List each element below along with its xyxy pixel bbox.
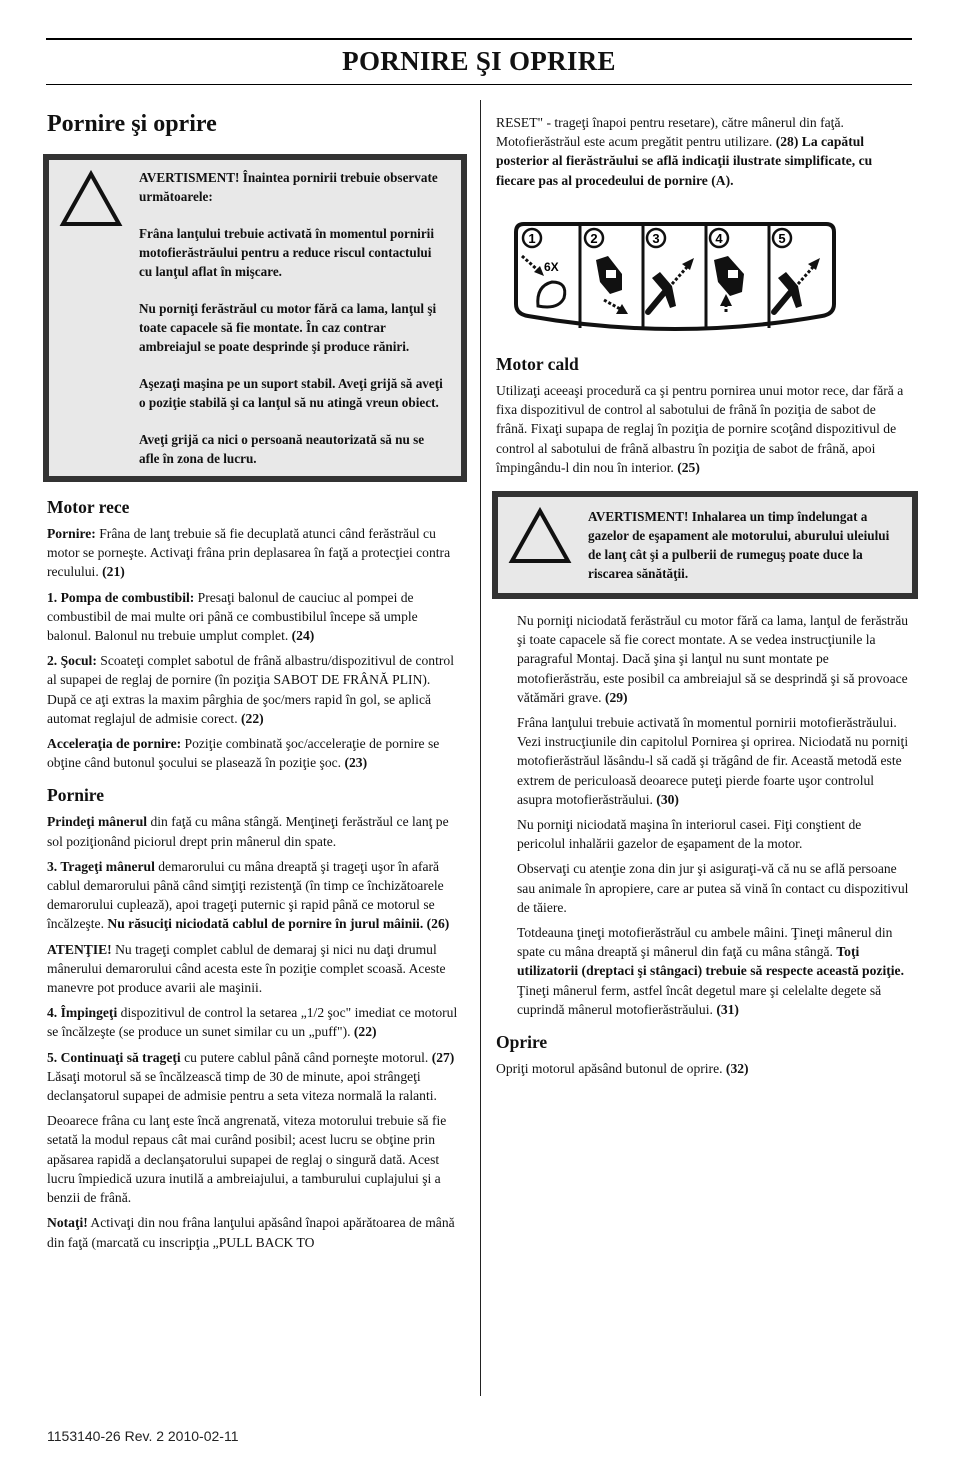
heading-motor-rece: Motor rece [47,497,130,517]
paragraph: 1. Pompa de combustibil: Presaţi balonul de cauciuc al pompei de combustibil de mai multe ori până ce combustibilul începe să umple balonul. Balonul nu trebuie umplut complet. (24) [47,589,418,644]
warning-text: AVERTISMENT! Inhalarea un timp îndelungat a gazelor de eşapament ale motorului, aburului uleiului de lanţ cât şi a pulberii de rumeguş poate duce la riscarea sănătăţii. [588,509,890,582]
svg-text:4: 4 [715,230,723,246]
warning-box [492,491,918,599]
svg-text:1: 1 [528,230,536,246]
paragraph: Opriţi motorul apăsând butonul de oprire. (32) [496,1061,749,1077]
warning-triangle-icon [59,170,123,228]
warning-box [43,154,467,482]
paragraph: 2. Şocul: Scoateţi complet sabotul de frână albastru/dispozitivul de control al supapei de reglaj de pornire (în poziţia SABOT DE FRÂNĂ PLIN). După ce aţi extras la maxim pârghia de şoc/mers rapid în gol, se aplică automat reglajul de admisie corect. (22) [47,653,454,726]
paragraph: Prindeţi mânerul din faţă cu mâna stângă. Menţineţi ferăstrăul ce lanţ pe sol poziţionând piciorul drept prin mânerul din spate. [47,814,449,849]
warning-paragraph: Frâna lanţului trebuie activată în momentul pornirii motofierăstrăului pentru a reduce riscul contactului cu lanţul aflat în mişcare. [139,226,435,279]
warning-text [139,168,443,468]
heading-motor-cald: Motor cald [496,354,579,375]
paragraph: Utilizaţi aceeaşi procedură ca şi pentru pornirea unui motor rece, dar fără a fixa dispozitivul de control al sabotului de frână în poziţia de sabot de frână. Fixaţi supapa de reglaj în poziţia de pornire scoţând dispozitivul de control al sabotului de frână albastru în poziţia de sabot de frână, apoi împingându-l din nou în interior. (25) [496,383,904,475]
warning-paragraph: AVERTISMENT! Înaintea pornirii trebuie observate următoarele: [139,170,438,204]
column-divider [480,100,481,1396]
page-header [46,38,912,85]
paragraph: RESET" - trageţi înapoi pentru resetare), către mânerul din faţă. Motofierăstrăul este acum pregătit pentru utilizare. (28) La capătul posterior al fierăstrăului se află indicaţii ilustrate simplificate, cu fiecare pas al procedeului de pornire (A). [496,115,873,188]
page-title: PORNIRE ŞI OPRIRE [342,46,616,76]
warning-paragraph: Aşezaţi maşina pe un suport stabil. Aveţi grijă să aveţi o poziţie stabilă şi ca lanţul să nu atingă vreun obiect. [139,376,443,410]
starting-procedure-diagram [510,216,840,332]
heading-pornire: Pornire [47,785,105,806]
safety-section [496,611,910,1019]
paragraph: 4. Împingeţi dispozitivul de control la setarea „1/2 şoc" imediat ce motorul se încălzeşte (se produce un sunet similar cu un „puff"). (22) [47,1005,458,1040]
document-number: 1153140-26 Rev. 2 2010-02-11 [47,1428,239,1444]
paragraph: Frâna lanţului trebuie activată în momentul pornirii motofierăstrăului. Vezi instrucţiunile din capitolul Pornirea şi oprirea. Niciodată nu porniţi motofierăstrăul lăsându-l să cadă şi trăgând de fir. Această metodă este extrem de periculoasă deoarece puteţi pierde foarte uşor controlul asupra motofierăstrăului. (30) [517,715,909,807]
section-title: Pornire şi oprire [47,111,217,137]
heading-oprire: Oprire [496,1032,548,1053]
paragraph: Totdeauna ţineţi motofierăstrăul cu ambele mâini. Ţineţi mânerul din spate cu mâna dreaptă şi mânerul din faţă cu mâna stângă. Toţi utilizatorii (dreptaci şi stângaci) trebuie să respecte această poziţie. Ţineţi mânerul ferm, astfel încât degetul mare şi celelalte degete să cuprindă mânerul motofierăstrăului. (31) [517,925,904,1017]
left-column [47,108,461,1258]
paragraph: Acceleraţia de pornire: Poziţie combinată şoc/acceleraţie de pornire se obţine când butonul şocului se plasează în poziţie şoc. (23) [47,736,440,771]
paragraph: ATENŢIE! Nu trageţi complet cablul de demaraj şi nici nu daţi drumul mânerului demarorului când acesta este în poziţie complet scoasă. Aceste manevre pot produce avarii ale maşinii. [47,941,446,996]
svg-text:6X: 6X [544,259,559,274]
paragraph: 3. Trageţi mânerul demarorului cu mâna dreaptă şi trageţi uşor în afară cablul demarorului până când simţiţi rezistenţă (în timp ce închizătoarele demarorului cuplează), apoi trageţi puternic şi rapid până ce motorul se încălzeşte. Nu răsuciţi niciodată cablul de pornire în jurul mâinii. (26) [47,858,450,932]
paragraph: Observaţi cu atenţie zona din jur şi asiguraţi-vă că nu se află persoane sau animale în apropiere, care ar putea să vină în contact cu dispozitivul de tăiere. [517,861,909,915]
paragraph: 5. Continuaţi să trageţi cu putere cablul până când porneşte motorul. (27) Lăsaţi motorul să se încălzească timp de 30 de minute, apoi strângeţi declanşatorul supapei de admisie pentru a seta viteza normală la ralanti. [47,1049,455,1104]
warning-paragraph: Nu porniţi ferăstrăul cu motor fără ca lama, lanţul şi toate capacele să fie montate. În caz contrar ambreiajul se poate desprinde şi produce răniri. [139,301,437,354]
warning-triangle-icon [508,507,572,565]
svg-text:5: 5 [778,230,786,246]
warning-paragraph: Aveţi grijă ca nici o persoană neautorizată să nu se afle în zona de lucru. [139,432,425,466]
paragraph: Notaţi! Activaţi din nou frâna lanţului apăsând înapoi apărătoarea de mână din faţă (marcată cu inscripţia „PULL BACK TO [47,1215,455,1250]
right-column [496,113,910,1084]
svg-text:2: 2 [590,230,598,246]
svg-text:3: 3 [652,230,660,246]
paragraph: Pornire: Frâna de lanţ trebuie să fie decuplată atunci când ferăstrăul cu motor se porneşte. Activaţi frâna prin deplasarea în faţă a protecţiei contra reculului. (21) [47,526,451,580]
paragraph: Nu porniţi niciodată ferăstrăul cu motor fără ca lama, lanţul de ferăstrău şi toate capacele să fie corect montate. A se vedea instrucţiunile la paragraful Montaj. Dacă şina şi lanţul nu sunt montate pe motofierăstrău, este posibil ca ambreiajul să se desprindă şi să provoace vătămări grave. (29) [517,613,909,705]
paragraph: Deoarece frâna cu lanţ este încă angrenată, viteza motorului trebuie să fie setată la modul repaus cât mai curând posibil; acest lucru se obţine prin apăsarea rapidă a declanşatorului supapei de reglaj o singură dată. Acest lucru împiedică uzura inutilă a ambreiajului, a tamburului cuplajului şi a benzii de frână. [47,1113,447,1206]
paragraph: Nu porniţi niciodată maşina în interiorul casei. Fiţi conştient de pericolul inhalării gazelor de eşapament de la motor. [517,817,862,852]
